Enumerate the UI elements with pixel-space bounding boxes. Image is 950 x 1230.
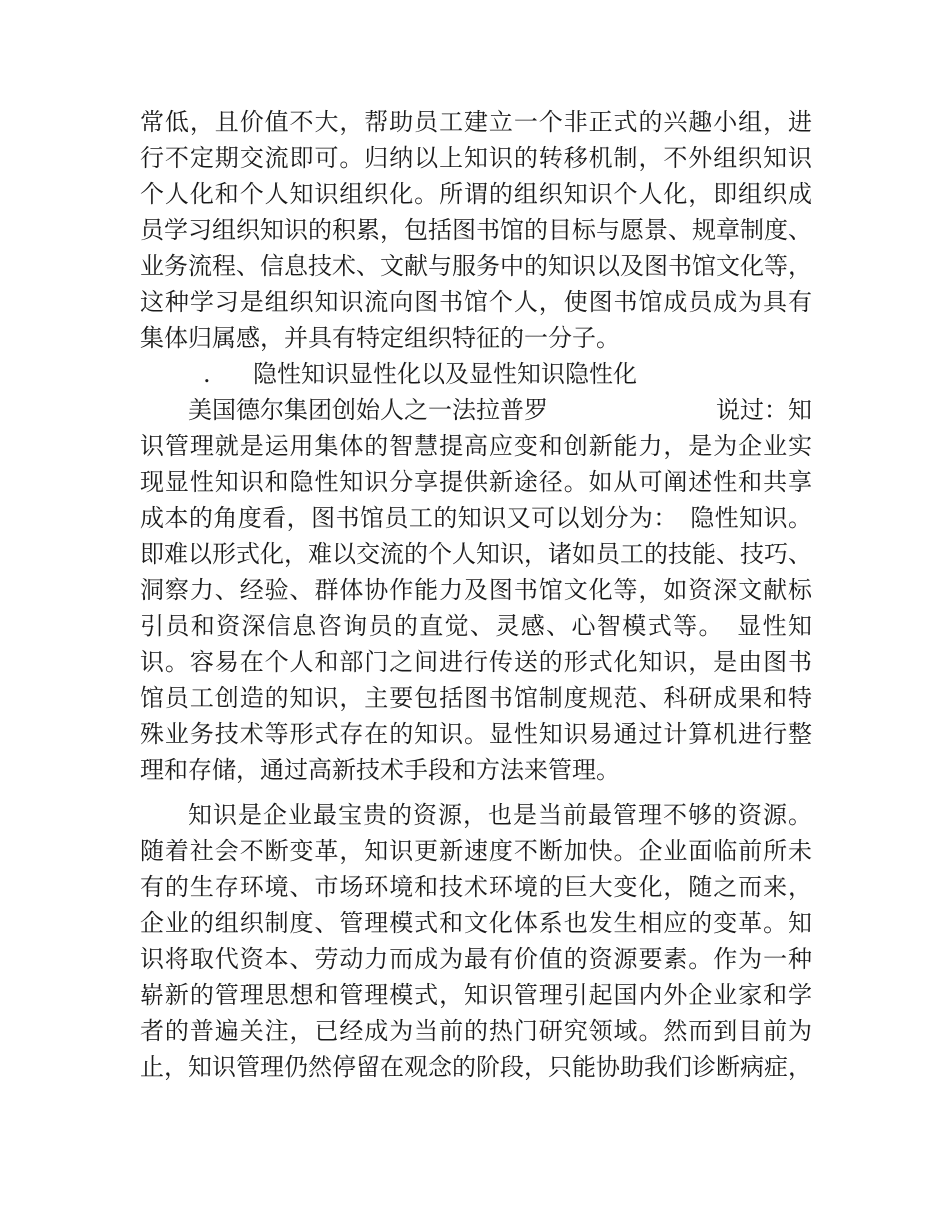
- paragraph-line: 随着社会不断变革，知识更新速度不断加快。企业面临前所未: [140, 837, 812, 865]
- paragraph-line: 即难以形式化，难以交流的个人知识，诸如员工的技能、技巧、: [140, 540, 812, 568]
- paragraph-line: 者的普遍关注，已经成为当前的热门研究领域。然而到目前为: [140, 1017, 812, 1045]
- paragraph-line: 成本的角度看，图书馆员工的知识又可以划分为： 隐性知识。: [140, 504, 812, 532]
- heading-marker: .: [203, 360, 211, 388]
- paragraph-line: 现显性知识和隐性知识分享提供新途径。如从可阐述性和共享: [140, 468, 812, 496]
- paragraph-line: 知识是企业最宝贵的资源，也是当前最管理不够的资源。: [188, 801, 812, 829]
- paragraph-line: 员学习组织知识的积累，包括图书馆的目标与愿景、规章制度、: [140, 216, 812, 244]
- paragraph-line: 理和存储，通过高新技术手段和方法来管理。: [140, 756, 620, 784]
- paragraph-line: 识。容易在个人和部门之间进行传送的形式化知识，是由图书: [140, 648, 812, 676]
- paragraph-line: 企业的组织制度、管理模式和文化体系也发生相应的变革。知: [140, 909, 812, 937]
- paragraph-line: 馆员工创造的知识，主要包括图书馆制度规范、科研成果和特: [140, 684, 812, 712]
- section-heading: [140, 356, 812, 392]
- paragraph-line: 行不定期交流即可。归纳以上知识的转移机制，不外组织知识: [140, 144, 812, 172]
- paragraph-line-left: 美国德尔集团创始人之一法拉普罗: [188, 396, 548, 424]
- paragraph-line: 殊业务技术等形式存在的知识。显性知识易通过计算机进行整: [140, 720, 812, 748]
- heading-text: 隐性知识显性化以及显性知识隐性化: [253, 360, 637, 388]
- paragraph-line: 集体归属感，并具有特定组织特征的一分子。: [140, 324, 620, 352]
- paragraph-line-right: 说过：知: [716, 396, 812, 424]
- paragraph-line: 业务流程、信息技术、文献与服务中的知识以及图书馆文化等，: [140, 252, 812, 280]
- paragraph-line: 这种学习是组织知识流向图书馆个人，使图书馆成员成为具有: [140, 288, 812, 316]
- paragraph-line: 引员和资深信息咨询员的直觉、灵感、心智模式等。 显性知: [140, 612, 812, 640]
- paragraph-line: 个人化和个人知识组织化。所谓的组织知识个人化，即组织成: [140, 180, 812, 208]
- paragraph-line: 崭新的管理思想和管理模式，知识管理引起国内外企业家和学: [140, 981, 812, 1009]
- paragraph-line: 识将取代资本、劳动力而成为最有价值的资源要素。作为一种: [140, 945, 812, 973]
- paragraph-first-line: [188, 392, 812, 428]
- paragraph-line: 止，知识管理仍然停留在观念的阶段，只能协助我们诊断病症，: [140, 1053, 812, 1081]
- paragraph-line: 有的生存环境、市场环境和技术环境的巨大变化，随之而来，: [140, 873, 812, 901]
- paragraph-line: 识管理就是运用集体的智慧提高应变和创新能力，是为企业实: [140, 432, 812, 460]
- paragraph-line: 常低，且价值不大，帮助员工建立一个非正式的兴趣小组，进: [140, 108, 812, 136]
- paragraph-line: 洞察力、经验、群体协作能力及图书馆文化等，如资深文献标: [140, 576, 812, 604]
